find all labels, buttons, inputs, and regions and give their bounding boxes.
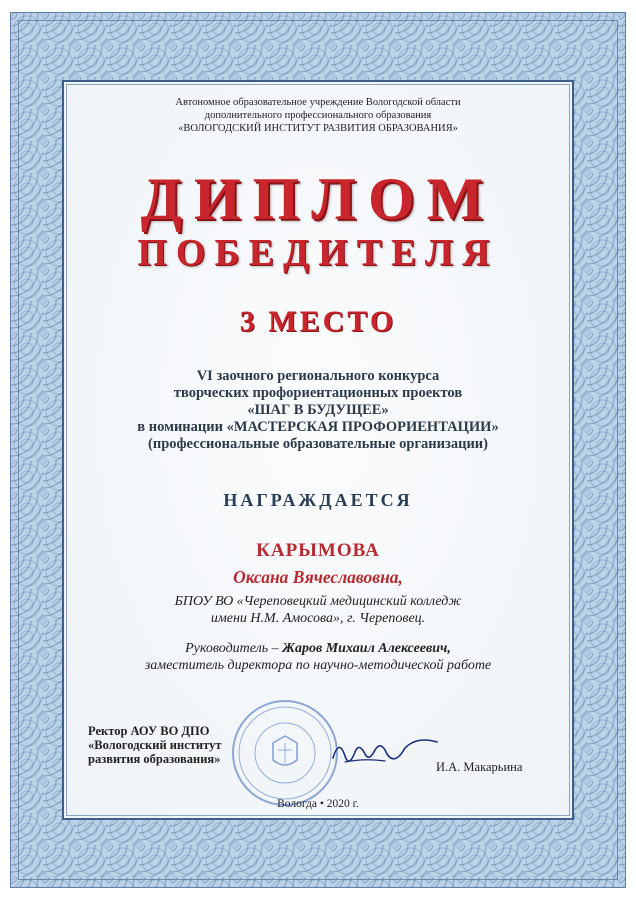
rector-title	[88, 724, 221, 766]
diploma-subtitle: ПОБЕДИТЕЛЯ	[137, 232, 499, 274]
supervisor-prefix: Руководитель –	[185, 641, 283, 656]
supervisor-block	[62, 640, 574, 674]
issuer-header	[62, 96, 574, 135]
contest-line-4: в номинации «МАСТЕРСКАЯ ПРОФОРИЕНТАЦИИ»	[137, 419, 499, 435]
issuer-line-1: Автономное образовательное учреждение Вологодской области	[175, 97, 461, 108]
recipient-organization	[62, 593, 574, 627]
contest-line-3: «ШАГ В БУДУЩЕЕ»	[247, 402, 389, 418]
rector-line-1: Ректор АОУ ВО ДПО	[88, 724, 210, 738]
recipient-surname: КАРЫМОВА	[256, 540, 380, 561]
place-label: 3 МЕСТО	[239, 305, 397, 338]
rector-line-3: развития образования»	[88, 752, 221, 766]
contest-line-2: творческих профориентационных проектов	[173, 385, 463, 401]
issuer-line-3: «ВОЛОГОДСКИЙ ИНСТИТУТ РАЗВИТИЯ ОБРАЗОВАНИЯ»	[178, 123, 458, 134]
supervisor-name: Жаров Михаил Алексеевич,	[282, 641, 451, 656]
supervisor-position: заместитель директора по научно-методической работе	[144, 658, 492, 673]
supervisor-line	[62, 640, 574, 657]
contest-line-5: (профессиональные образовательные организации)	[148, 436, 488, 452]
signature-mark	[325, 728, 445, 778]
recipient-name: Оксана Вячеславовна,	[233, 567, 403, 587]
contest-description	[62, 368, 574, 453]
diploma-title: ДИПЛОМ	[140, 166, 496, 232]
official-stamp-icon	[230, 698, 340, 808]
org-line-1: БПОУ ВО «Череповецкий медицинский колледж	[174, 594, 462, 609]
signer-name: И.А. Макарьина	[436, 760, 523, 774]
contest-line-1: VI заочного регионального конкурса	[196, 368, 440, 384]
issuer-line-2: дополнительного профессионального образования	[204, 110, 432, 121]
place-and-year: Вологда • 2020 г.	[277, 798, 359, 810]
rector-line-2: «Вологодский институт	[88, 738, 222, 752]
award-label: НАГРАЖДАЕТСЯ	[223, 490, 413, 510]
org-line-2: имени Н.М. Амосова», г. Череповец.	[210, 611, 426, 626]
